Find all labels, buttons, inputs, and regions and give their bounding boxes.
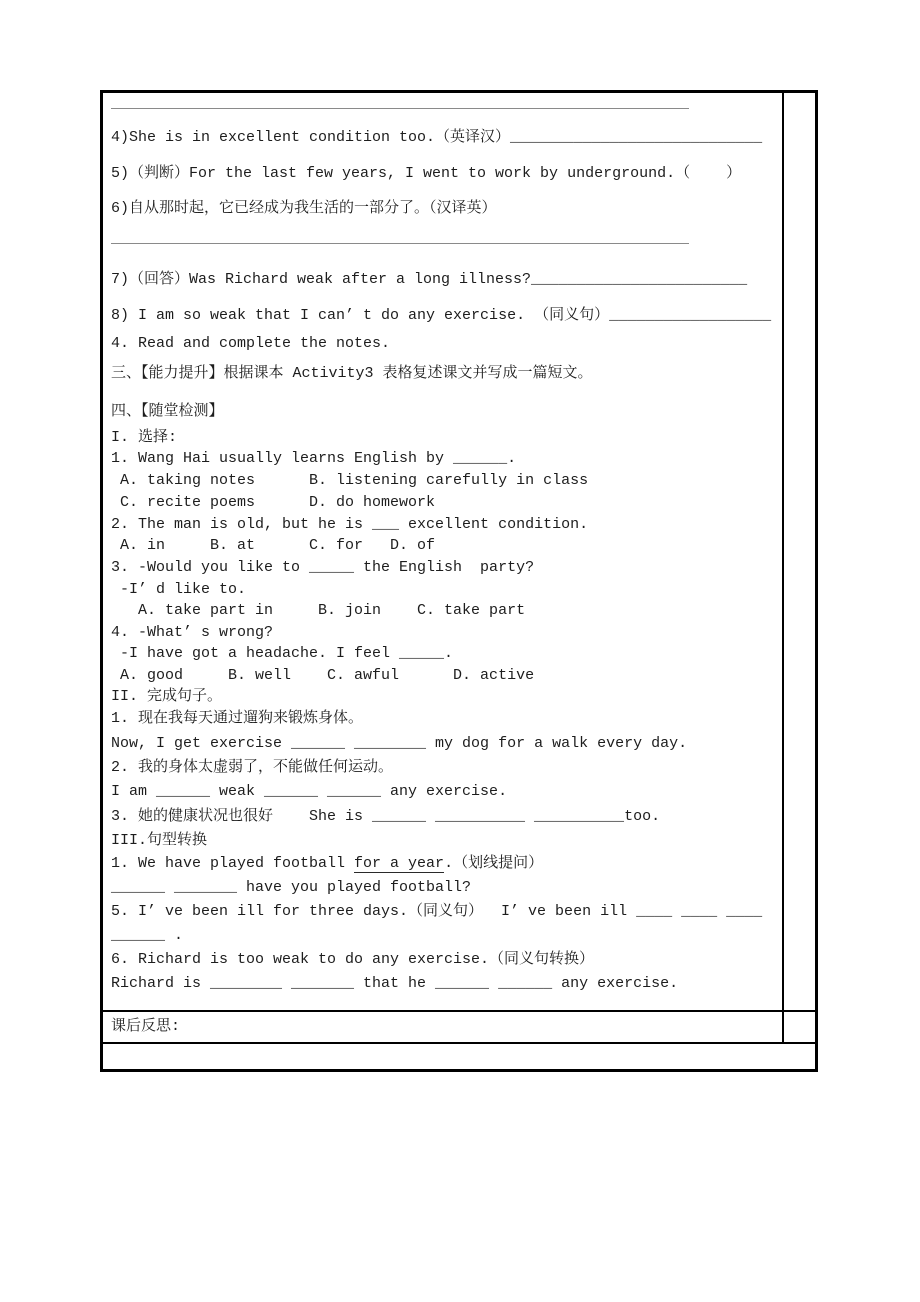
question-line: 2. 我的身体太虚弱了，不能做任何运动。 bbox=[111, 759, 394, 776]
exercise-line: 8) I am so weak that I can’ t do any exercise. （同义句）__________________ bbox=[111, 307, 772, 324]
options-line: C. recite poems D. do homework bbox=[111, 494, 436, 511]
question-line: -I have got a headache. I feel _____. bbox=[111, 645, 454, 662]
subsection-choice: I. 选择: bbox=[111, 429, 178, 446]
exercise-line: 7)（回答）Was Richard weak after a long illness?________________________ bbox=[111, 271, 748, 288]
question-line: 1. 现在我每天通过遛狗来锻炼身体。 bbox=[111, 710, 364, 727]
exercise-line: 4. Read and complete the notes. bbox=[111, 335, 391, 352]
section-heading-ability: 三、【能力提升】根据课本 Activity3 表格复述课文并写成一篇短文。 bbox=[111, 365, 593, 382]
question-line: 2. The man is old, but he is ___ excellent condition. bbox=[111, 516, 589, 533]
transform-question-line bbox=[111, 854, 543, 874]
question-line: 1. Wang Hai usually learns English by ______. bbox=[111, 450, 517, 467]
fill-blank-line: ______ _______ have you played football? bbox=[111, 879, 472, 896]
options-line: A. taking notes B. listening carefully in class bbox=[111, 472, 589, 489]
fill-blank-line: Richard is ________ _______ that he ______ ______ any exercise. bbox=[111, 975, 679, 992]
side-notes-column bbox=[784, 93, 815, 1012]
question-line: 3. -Would you like to _____ the English party? bbox=[111, 559, 535, 576]
exercise-line: 4)She is in excellent condition too.（英译汉）____________________________ bbox=[111, 129, 763, 146]
subsection-sentence-transform: III.句型转换 bbox=[111, 832, 208, 849]
fill-blank-line: Now, I get exercise ______ ________ my dog for a walk every day. bbox=[111, 735, 688, 752]
transform-post: .（划线提问） bbox=[444, 855, 544, 872]
question-line: 6. Richard is too weak to do any exercise.（同义句转换） bbox=[111, 951, 595, 968]
reflection-label: 课后反思: bbox=[111, 1018, 181, 1035]
bottom-empty-row bbox=[103, 1044, 815, 1069]
options-line: A. take part in B. join C. take part bbox=[111, 602, 526, 619]
reflection-side-cell bbox=[784, 1012, 815, 1044]
writing-line bbox=[111, 233, 689, 244]
options-line: A. in B. at C. for D. of bbox=[111, 537, 436, 554]
fill-blank-line: 3. 她的健康状况也很好 She is ______ __________ __________too. bbox=[111, 808, 661, 825]
section-heading-quiz: 四、【随堂检测】 bbox=[111, 403, 224, 420]
question-line: -I’ d like to. bbox=[111, 581, 247, 598]
question-line: 4. -What’ s wrong? bbox=[111, 624, 274, 641]
transform-pre: 1. We have played football bbox=[111, 855, 355, 872]
options-line: A. good B. well C. awful D. active bbox=[111, 667, 535, 684]
worksheet-content-cell bbox=[103, 93, 784, 1012]
reflection-cell bbox=[103, 1012, 784, 1044]
lesson-plan-table bbox=[100, 90, 818, 1072]
exercise-line: 5)（判断）For the last few years, I went to work by underground.（ ） bbox=[111, 165, 742, 182]
exercise-line: 6)自从那时起，它已经成为我生活的一部分了。（汉译英） bbox=[111, 200, 497, 217]
subsection-complete-sentences: II. 完成句子。 bbox=[111, 688, 223, 705]
underlined-phrase: for a year bbox=[354, 855, 445, 872]
question-line: 5. I’ ve been ill for three days.（同义句） I’ ve been ill ____ ____ ____ bbox=[111, 903, 763, 920]
fill-blank-line: ______ . bbox=[111, 927, 184, 944]
writing-line bbox=[111, 98, 689, 109]
fill-blank-line: I am ______ weak ______ ______ any exercise. bbox=[111, 783, 508, 800]
